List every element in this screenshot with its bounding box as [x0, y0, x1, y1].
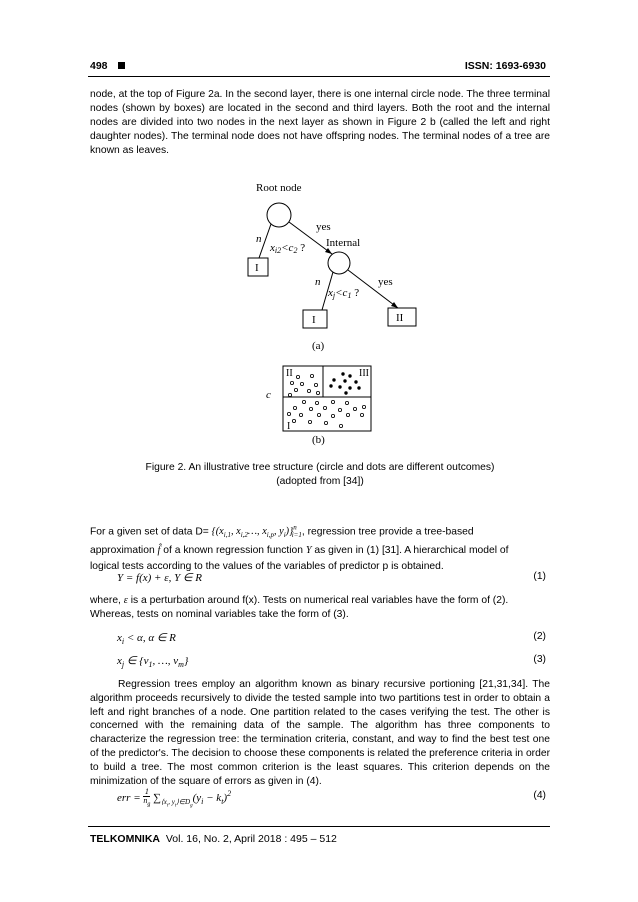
solid-dot [357, 386, 360, 389]
internal-node-label: Internal [326, 237, 361, 249]
solid-dot [341, 372, 344, 375]
solid-dot [348, 374, 351, 377]
solid-dot [343, 379, 346, 382]
issn: ISSN: 1693-6930 [464, 60, 546, 72]
panel-a-label: (a) [312, 340, 325, 352]
hollow-dot [323, 406, 326, 409]
leaf-left-top-label: I [255, 262, 259, 274]
root-node-label: Root node [256, 182, 302, 194]
hollow-dot [353, 407, 356, 410]
solid-dot [329, 384, 332, 387]
equation-4: err = $\frac{1}{n_g}$ $\sum_{⟨x_t, y_t⟩\in D_g}(y_i - k_t)^2$ [117, 787, 232, 809]
test-2: xj<c1 ? [328, 287, 360, 300]
hollow-dot [346, 413, 349, 416]
figure-2 [0, 170, 638, 470]
hollow-dot [307, 389, 310, 392]
hollow-dot [290, 381, 293, 384]
hollow-dot [331, 400, 334, 403]
hollow-dot [362, 405, 365, 408]
hollow-dot [296, 375, 299, 378]
journal-name: TELKOMNIKA [90, 833, 160, 845]
data-set-notation: {($x_{i,1}$, $x_{i,2}\dots$, $x_{i,p}$, $y_i)\}^n_{i=1}$ [211, 524, 302, 540]
equation-3-number: (3) [533, 654, 546, 665]
equation-3: $x_j$ ∈ {$v_1$, …, $v_m$} [117, 655, 189, 670]
hollow-dot [339, 424, 342, 427]
hollow-dot [300, 382, 303, 385]
footer [90, 833, 337, 845]
page-number: 498 [90, 60, 125, 72]
hollow-dot [316, 391, 319, 394]
equation-2-number: (2) [533, 631, 546, 642]
yes-label-2: yes [378, 276, 393, 288]
equation-2: $x_i < \alpha$, α ∈ R [117, 632, 176, 647]
solid-dot [344, 391, 347, 394]
hollow-dot [292, 419, 295, 422]
regression-paragraph: Regression trees employ an algorithm known as binary recursive portioning [21,31,34]. The algorithm proceeds recursively to divide the tested sample into two partitions test in order to obtain a left and right branches of a node. One partition related to the cases verifying the test. The other is concerned with the remaining data of the sample. The algorithm has three components to characterize the regression tree: the termination criteria, constant, and way to find the best test one of the predictor's. The decision to choose these components is related the preference criteria in order to build a tree. The most common criterion is the least squares. This criterion depends on the minimization of the square of errors as given in (4). [90, 679, 550, 787]
solid-dot [338, 385, 341, 388]
yes-label-1: yes [316, 221, 331, 233]
internal-node [328, 252, 350, 274]
hollow-dot [299, 413, 302, 416]
square-bullet-icon [118, 62, 125, 69]
header-rule [88, 76, 550, 77]
solid-dot [332, 378, 335, 381]
panel-b-label: (b) [312, 434, 325, 446]
n-label-2: n [315, 276, 321, 288]
hollow-dot [324, 421, 327, 424]
hollow-dot [309, 407, 312, 410]
hollow-dot [314, 383, 317, 386]
where-paragraph: where, ε is a perturbation around f(x). Tests on numerical real variables have the form of (2). Whereas, tests on nominal variables take the form of (3). [90, 595, 509, 620]
leaf-bottom-left-label: I [312, 314, 316, 326]
equation-1: Y = f(x) + ε, Y ∈ R [117, 572, 202, 584]
equation-1-number: (1) [533, 571, 546, 582]
leaf-bottom-right-label: II [396, 312, 404, 324]
intro-paragraph: node, at the top of Figure 2a. In the second layer, there is one internal circle node. The three terminal nodes (shown by boxes) are located in the second and third layers. Both the root and the internal nodes are divided into two nodes in the next layer as shown in Figure 2 b (called the left and right daughter nodes). The terminal node does not have offspring nodes. The terminal nodes of a tree are known as leaves. [90, 89, 550, 156]
hollow-dot [294, 388, 297, 391]
footer-rule [88, 826, 550, 827]
partition-box [283, 366, 371, 431]
region-top-right-label: III [359, 368, 369, 379]
data-paragraph: For a given set of data $D= \{(x_{i,1}$, $x_{i,2}\dots$, $x_{i,p}$, $y_i)\}^n_{i=1}$, regression tree provide a tree-based approximation f̂ of a known regression function Y as given in (1) [31]. A hierarchical model of logical tests according to the values of the variables of predictor p is obtained. [90, 524, 509, 573]
hollow-dot [345, 401, 348, 404]
hollow-dot [308, 420, 311, 423]
hollow-dot [310, 374, 313, 377]
hollow-dot [338, 408, 341, 411]
equation-4-number: (4) [533, 790, 546, 801]
hollow-dot [293, 406, 296, 409]
region-bottom-label: I [287, 421, 291, 432]
hollow-dot [360, 413, 363, 416]
hollow-dot [317, 413, 320, 416]
root-node [267, 203, 291, 227]
hollow-dot [288, 393, 291, 396]
hollow-dot [315, 401, 318, 404]
n-label-1: n [256, 233, 262, 245]
journal-issue: Vol. 16, No. 2, April 2018 : 495 – 512 [165, 833, 337, 845]
hollow-dot [331, 414, 334, 417]
solid-dot [348, 386, 351, 389]
figure-caption: Figure 2. An illustrative tree structure (circle and dots are different outcomes) (adopted from [34]) [145, 462, 495, 487]
region-top-left-label: II [286, 368, 293, 379]
axis-label-c: c [266, 389, 271, 401]
hollow-dot [302, 400, 305, 403]
test-1: xi2<c2 ? [270, 242, 306, 255]
hollow-dot [287, 412, 290, 415]
solid-dot [354, 380, 357, 383]
